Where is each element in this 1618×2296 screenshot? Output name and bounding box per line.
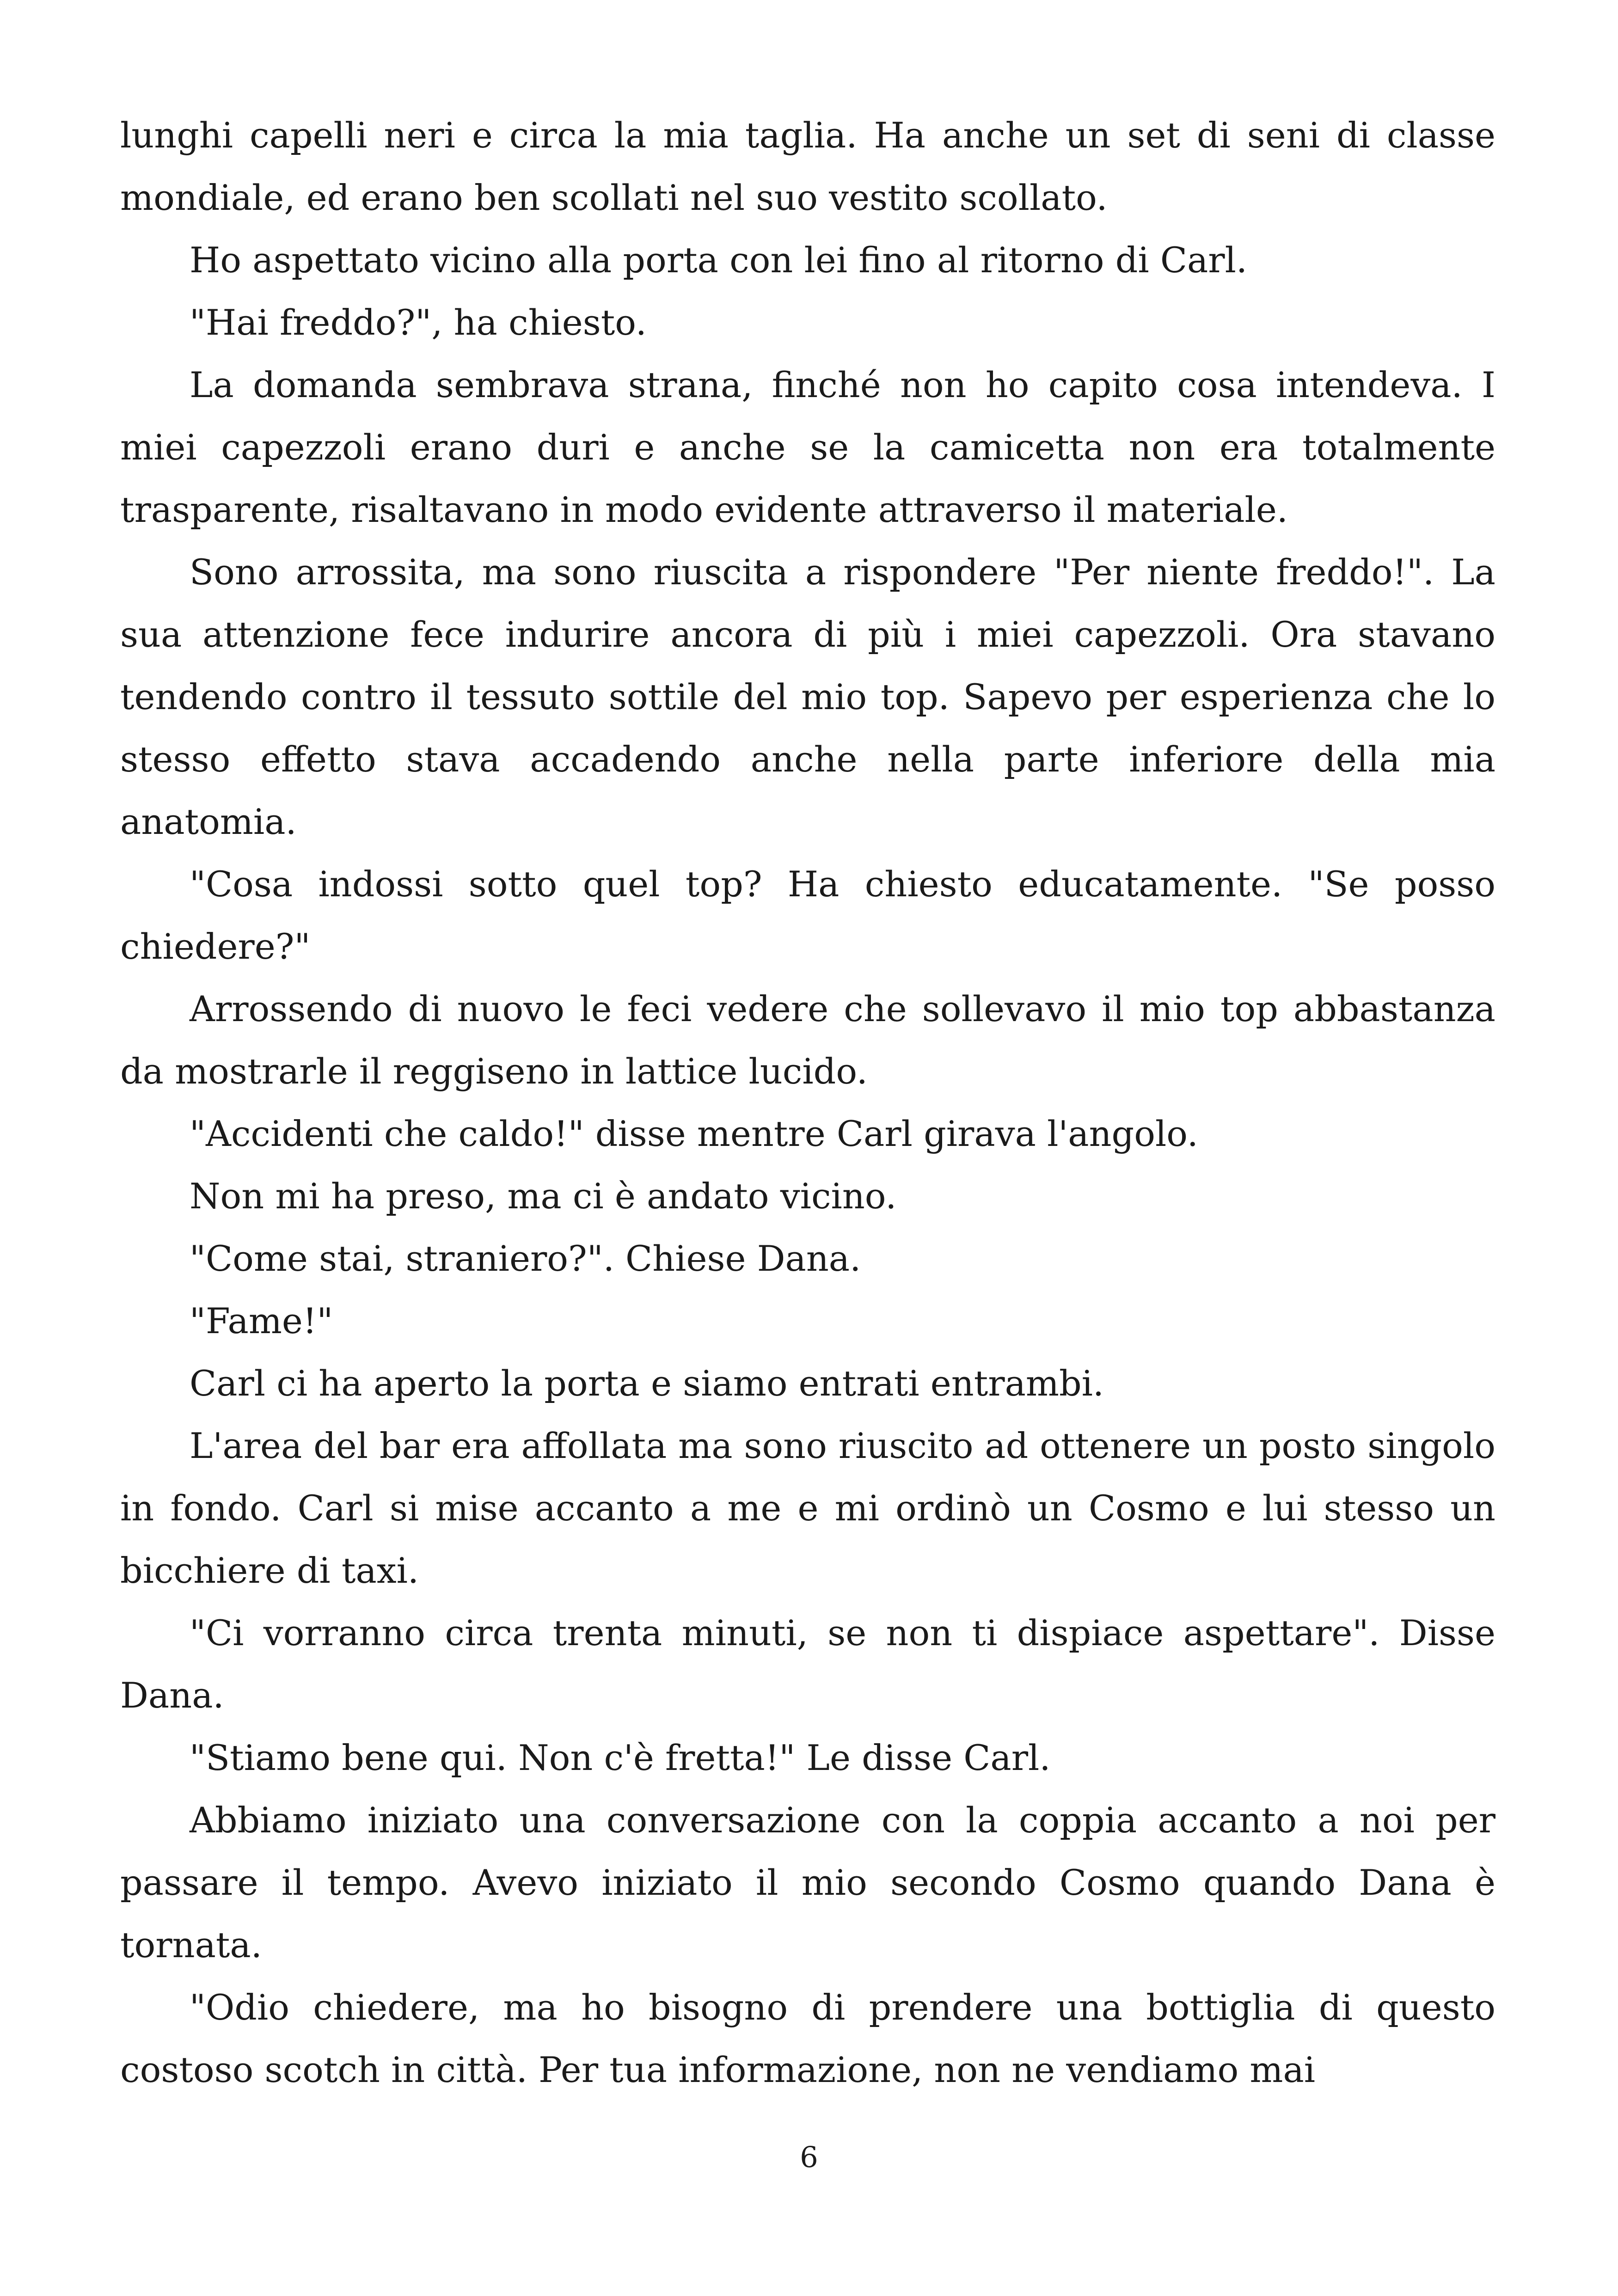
paragraph: Sono arrossita, ma sono riuscita a rispondere "Per niente freddo!". La sua attenzione fece indurire ancora di più i miei capezzoli. Ora stavano tendendo contro il tessuto sottile del mio top. Sapevo per esperienza che lo stesso effetto stava accadendo anche nella parte inferiore della mia anatomia.: [120, 551, 1495, 842]
paragraph: "Odio chiedere, ma ho bisogno di prendere una bottiglia di questo costoso scotch in città. Per tua informazione, non ne vendiamo mai: [120, 1987, 1495, 2090]
paragraph: "Ci vorranno circa trenta minuti, se non ti dispiace aspettare". Disse Dana.: [120, 1612, 1495, 1716]
body-text: [120, 104, 1495, 2101]
paragraph: "Accidenti che caldo!" disse mentre Carl girava l'angolo.: [190, 1113, 1198, 1154]
paragraph: lunghi capelli neri e circa la mia taglia. Ha anche un set di seni di classe mondiale, ed erano ben scollati nel suo vestito scollato.: [120, 115, 1495, 218]
paragraph: Abbiamo iniziato una conversazione con la coppia accanto a noi per passare il tempo. Avevo iniziato il mio secondo Cosmo quando Dana è tornata.: [120, 1800, 1495, 1965]
paragraph: "Fame!": [190, 1300, 333, 1341]
paragraph: La domanda sembrava strana, finché non ho capito cosa intendeva. I miei capezzoli erano duri e anche se la camicetta non era totalmente trasparente, risaltavano in modo evidente attraverso il materiale.: [120, 364, 1495, 530]
paragraph: Non mi ha preso, ma ci è andato vicino.: [190, 1176, 897, 1217]
paragraph: Carl ci ha aperto la porta e siamo entrati entrambi.: [190, 1363, 1104, 1404]
paragraph: Arrossendo di nuovo le feci vedere che sollevavo il mio top abbastanza da mostrarle il reggiseno in lattice lucido.: [120, 988, 1495, 1092]
page-number: 6: [800, 2140, 818, 2174]
paragraph: "Hai freddo?", ha chiesto.: [190, 302, 647, 343]
paragraph: L'area del bar era affollata ma sono riuscito ad ottenere un posto singolo in fondo. Carl si mise accanto a me e mi ordinò un Cosmo e lui stesso un bicchiere di taxi.: [120, 1425, 1495, 1591]
paragraph: "Come stai, straniero?". Chiese Dana.: [190, 1238, 861, 1279]
paragraph: "Cosa indossi sotto quel top? Ha chiesto educatamente. "Se posso chiedere?": [120, 863, 1495, 967]
paragraph: "Stiamo bene qui. Non c'è fretta!" Le disse Carl.: [190, 1737, 1051, 1778]
paragraph: Ho aspettato vicino alla porta con lei fino al ritorno di Carl.: [190, 239, 1248, 281]
